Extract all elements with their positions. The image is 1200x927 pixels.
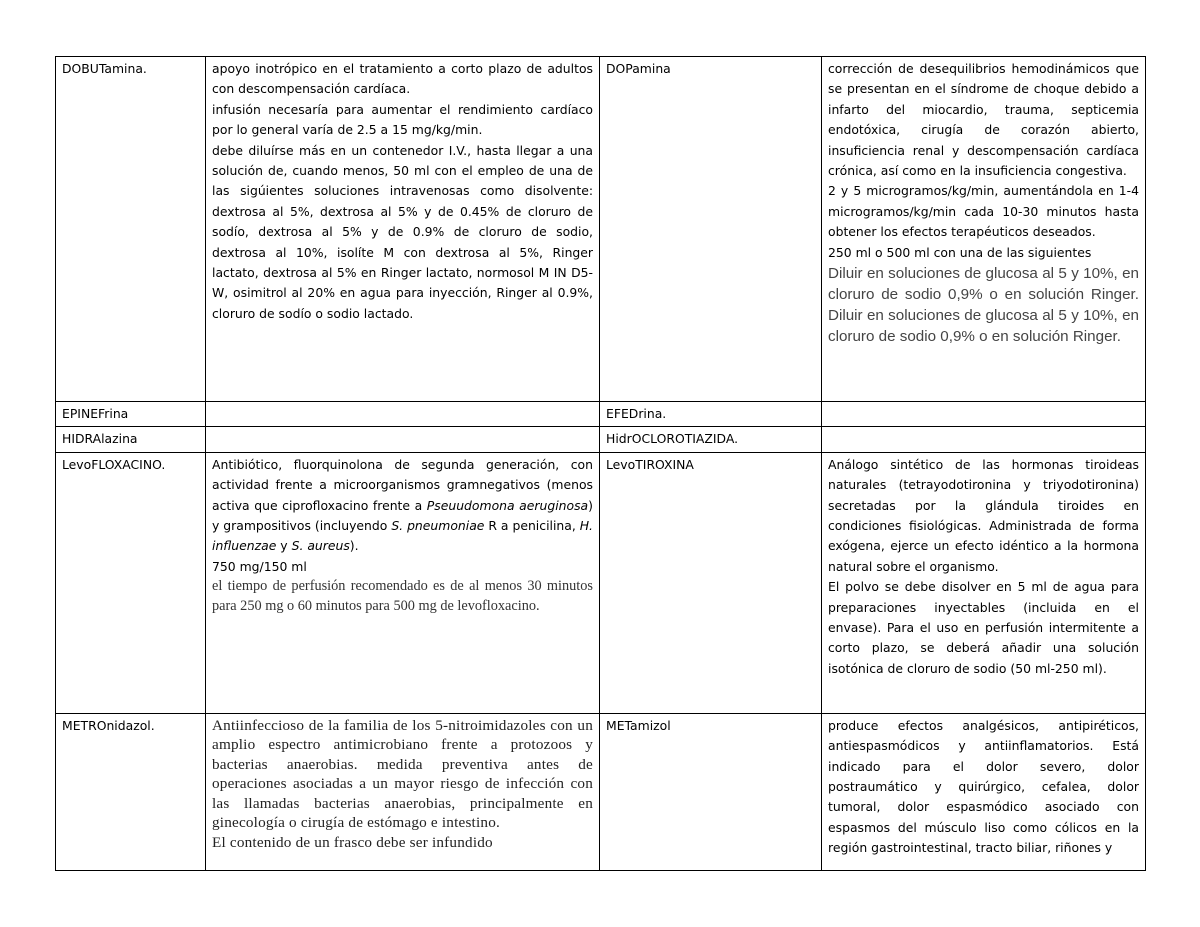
drug-name-cell: EPINEFrina (56, 402, 206, 427)
text-run: medida preventiva antes de operaciones asociadas a un mayor riesgo de infección con las llamadas bacterias anaerobias, principalmente en ginecología o cirugía de estómago e intestino. (212, 755, 593, 832)
table-row (56, 402, 1146, 427)
drug-name-cell: LevoTIROXINA (600, 452, 822, 713)
text-run: ). (349, 538, 359, 554)
drug-description-cell (206, 57, 600, 402)
organism-name: S. aureus (291, 538, 350, 554)
drug-description-cell (822, 57, 1146, 402)
description-paragraph: El contenido de un frasco debe ser infundido (212, 833, 493, 851)
drug-description-cell (822, 713, 1146, 870)
description-paragraph: infusión necesaría para aumentar el rendimiento cardíaco por lo general varía de 2.5 a 15 mg/kg/min. (212, 101, 593, 138)
cell-content (828, 716, 1139, 859)
description-paragraph (212, 716, 593, 833)
text-run: y (276, 538, 292, 554)
drug-name-cell: METROnidazol. (56, 713, 206, 870)
text-run: R a penicilina, (484, 518, 580, 534)
drug-table (55, 56, 1146, 871)
drug-name-cell: HidrOCLOROTIAZIDA. (600, 427, 822, 452)
description-paragraph: El polvo se debe disolver en 5 ml de agua para preparaciones inyectables (incluida en el envase). Para el uso en perfusión intermitente a corto plazo, se deberá añadir una solución isotónica de cloruro de sodio (50 ml-250 ml). (828, 579, 1139, 676)
table-row (56, 713, 1146, 870)
organism-name: H. influenzae (212, 518, 593, 554)
text-run: ) y grampositivos (incluyendo (212, 497, 593, 534)
drug-description-cell (206, 427, 600, 452)
drug-description-cell (822, 452, 1146, 713)
description-paragraph: Análogo sintético de las hormonas tiroideas naturales (tetrayodotironina y triyodotironina) secretadas por la glándula tiroides en condiciones fisiológicas. Administrada de forma exógena, ejerce un efecto idéntico a la hormona natural sobre el organismo. (828, 456, 1139, 574)
drug-description-cell (206, 713, 600, 870)
organism-name: Pseuudomona aeruginosa (426, 497, 589, 513)
table-row (56, 57, 1146, 402)
description-paragraph: Diluir en soluciones de glucosa al 5 y 10%, en cloruro de sodio 0,9% o en solución Ringer. Diluir en soluciones de glucosa al 5 y 10%, en cloruro de sodio 0,9% o en solución Ringer. (828, 265, 1139, 346)
drug-name-cell: EFEDrina. (600, 402, 822, 427)
table-row (56, 452, 1146, 713)
organism-name: S. pneumoniae (391, 518, 485, 534)
drug-description-cell (206, 402, 600, 427)
description-paragraph: debe diluírse más en un contenedor I.V., hasta llegar a una solución de, cuando menos, 50 ml con el empleo de una de las sigúientes soluciones intravenosas como disolvente: dextrosa al 5%, dextrosa al 5% y de 0.45% de cloruro de sodío, dextrosa al 5% y de 0.9% de cloruro de sodio, dextrosa al 10%, isolíte M con dextrosa al 5%, Ringer lactato, dextrosa al 5% en Ringer lactato, normosol M IN D5-W, osimitrol al 20% en agua para inyección, Ringer al 0.9%, cloruro de sodío o sodio lactado. (212, 142, 593, 321)
text-run: Antibiótico, fluorquinolona de segunda generación, con actividad frente a microorganismos gramnegativos (menos activa que ciprofloxacino frente a (212, 456, 593, 513)
drug-name-cell: DOBUTamina. (56, 57, 206, 402)
description-paragraph: corrección de desequilibrios hemodinámicos que se presentan en el síndrome de choque debido a infarto del miocardio, trauma, septicemia endotóxica, cirugía de corazón abierto, insuficiencia renal y descompensación cardíaca crónica, así como en la insuficiencia congestiva. (828, 61, 1139, 179)
description-paragraph: apoyo inotrópico en el tratamiento a corto plazo de adultos con descompensación cardíaca. (212, 61, 593, 97)
drug-description-cell (822, 427, 1146, 452)
drug-description-cell (822, 402, 1146, 427)
drug-description-cell (206, 452, 600, 713)
description-paragraph: el tiempo de perfusión recomendado es de al menos 30 minutos para 250 mg o 60 minutos para 500 mg de levofloxacino. (212, 578, 593, 614)
table-row (56, 427, 1146, 452)
description-paragraph: 750 mg/150 ml (212, 558, 307, 574)
cell-content (212, 716, 593, 853)
drug-name-cell: DOPamina (600, 57, 822, 402)
description-paragraph: 2 y 5 microgramos/kg/min, aumentándola en 1-4 microgramos/kg/min cada 10-30 minutos hasta obtener los efectos terapéuticos deseados. (828, 183, 1139, 240)
text-run: Antiinfeccioso de la familia de los 5-nitroimidazoles con un amplio espectro antimicrobiano frente a protozoos y bacterias anaerobias. (212, 716, 593, 773)
drug-name-cell: METamizol (600, 713, 822, 870)
drug-name-cell: LevoFLOXACINO. (56, 452, 206, 713)
description-paragraph: 250 ml o 500 ml con una de las siguientes (828, 244, 1092, 260)
description-paragraph: produce efectos analgésicos, antipiréticos, antiespasmódicos y antiinflamatorios. Está indicado para el dolor severo, dolor postraumático y quirúrgico, cefalea, dolor tumoral, dolor espasmódico asociado con espasmos del músculo liso como cólicos en la región gastrointestinal, tracto biliar, riñones y (828, 717, 1139, 856)
description-paragraph (212, 455, 593, 557)
drug-name-cell: HIDRAlazina (56, 427, 206, 452)
